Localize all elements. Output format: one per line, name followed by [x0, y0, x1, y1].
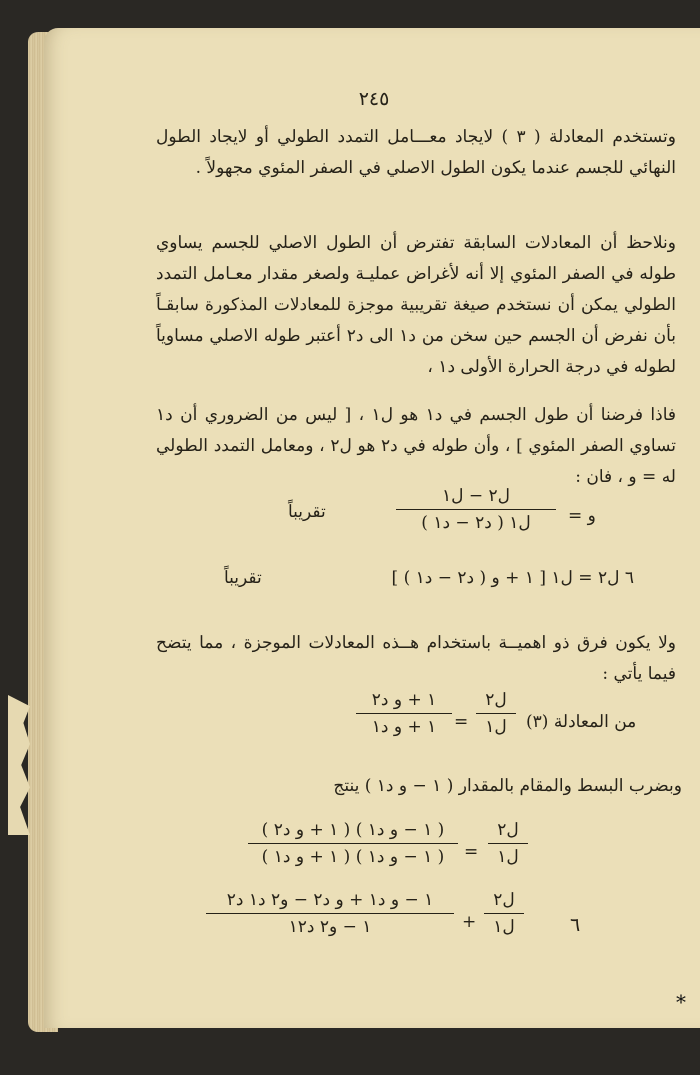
eq5-rhs-den: ( ١ + و د١ ) ( ١ − و د١ ) [248, 843, 458, 867]
eq1-denominator: ل١ ( د٢ − د١ ) [396, 509, 556, 533]
book-page [44, 28, 700, 1028]
eq3-equals: = [454, 712, 469, 732]
eq1-fraction [396, 486, 556, 533]
eq3-rhs-num: ١ + و د٢ [371, 690, 437, 710]
eq5-lhs-fraction [488, 820, 528, 867]
paragraph-4: ولا يكون فرق ذو اهميــة باستخدام هــذه المعادلات الموجزة ، مما يتضح فيما يأتي : [156, 633, 676, 684]
eq6-mark: ٦ [570, 914, 581, 936]
eq1-approx: تقريباً [288, 502, 326, 522]
eq3-lhs-num: ل٢ [485, 690, 507, 710]
eq6-lhs-fraction [484, 890, 524, 937]
eq6-rhs-num: ١ − و د١ + و د٢ − و٢ د١ د٢ [226, 890, 434, 910]
eq5-rhs-num: ( ١ + و د٢ ) ( ١ − و د١ ) [261, 820, 445, 840]
eq3-lhs-fraction [476, 690, 516, 737]
torn-page-corner [8, 695, 30, 835]
eq3-lhs-den: ل١ [476, 713, 516, 737]
page-number: ٢٤٥ [358, 88, 390, 110]
paragraph-2: ونلاحظ أن المعادلات السابقة تفترض أن الطول الاصلي للجسم يساوي طوله في الصفر المئوي إلا أنه لأغراض عمليـة ولصغر مقدار معـامل التمدد الطولي يمكن أن نستخدم صيغة تقريبية موجزة للمعادلات المذكورة سابقـاً بأن نفرض أن الجسم حين سخن من د١ الى د٢ أعتبر طوله الاصلي مساوياً لطوله في درجة الحرارة الأولى د١ ، [156, 233, 677, 377]
eq5-rhs-fraction [248, 820, 458, 867]
eq3-rhs-den: ١ + و د١ [356, 713, 452, 737]
eq2-approx: تقريباً [224, 568, 262, 588]
eq5-equals: = [464, 842, 479, 862]
eq5-lhs-num: ل٢ [497, 820, 519, 840]
paragraph-1: وتستخدم المعادلة ( ٣ ) لايجاد معـــامل التمدد الطولي أو لايجاد الطول النهائي للجسم عندما يكون الطول الاصلي في الصفر المئوي مجهولاً . [156, 127, 676, 178]
eq3-rhs-fraction [356, 690, 452, 737]
star-mark: * [676, 990, 686, 1014]
eq1-numerator: ل٢ − ل١ [441, 486, 511, 506]
eq6-plus: + [462, 912, 477, 932]
eq1-lhs: و = [568, 506, 596, 526]
eq2: ٦ ل٢ = ل١ [ ١ + و ( د٢ − د١ ) ] [391, 568, 634, 588]
paragraph-3: فاذا فرضنا أن طول الجسم في د١ هو ل١ ، [ ليس من الضروري أن د١ تساوي الصفر المئوي ] ، وأن طوله في د٢ هو ل٢ ، ومعامل التمدد الطولي له = و ، فان : [156, 405, 677, 487]
eq5-lhs-den: ل١ [488, 843, 528, 867]
eq4-text: وبضرب البسط والمقام بالمقدار ( ١ − و د١ ) ينتج [333, 776, 682, 796]
eq6-rhs-den: ١ − و٢ د١٢ [206, 913, 454, 937]
eq6-lhs-den: ل١ [484, 913, 524, 937]
eq6-lhs-num: ل٢ [493, 890, 515, 910]
eq3-label: من المعادلة (٣) [526, 712, 637, 732]
eq6-rhs-fraction [206, 890, 454, 937]
